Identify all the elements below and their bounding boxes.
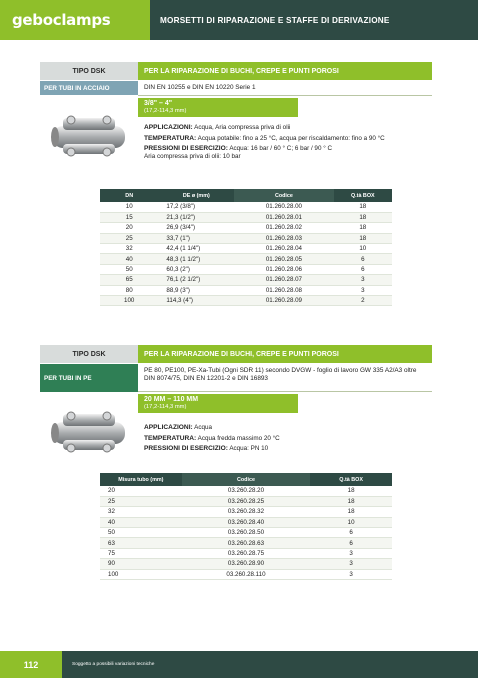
table-cell: 3 <box>310 569 392 579</box>
table-cell: 3 <box>310 559 392 569</box>
table-cell: 10 <box>334 244 392 254</box>
tubi-row <box>40 81 432 96</box>
table-cell: 100 <box>100 296 158 306</box>
steel-clamp-table <box>100 189 392 306</box>
table-cell: 03.260.28.32 <box>182 507 310 517</box>
size-range-main: 20 MM – 110 MM <box>144 396 199 403</box>
temperatura-line <box>144 134 426 144</box>
table-cell: 40 <box>100 517 182 527</box>
table-cell: 65 <box>100 275 158 285</box>
page-footer <box>0 651 478 678</box>
tipo-description: PER LA RIPARAZIONE DI BUCHI, CREPE E PUNTI POROSI <box>138 345 432 363</box>
table-row <box>100 254 392 264</box>
table-cell: 18 <box>334 233 392 243</box>
table-header-row <box>100 473 392 486</box>
pressioni-line <box>144 444 426 454</box>
spec-info <box>138 413 432 454</box>
table-cell: 50 <box>100 264 158 274</box>
repair-clamp-icon <box>49 106 129 164</box>
temperatura-value: Acqua potabile: fino a 25 °C, acqua per riscaldamento: fino a 90 °C <box>197 134 385 142</box>
table-row <box>100 285 392 295</box>
table-cell: 114,3 (4") <box>158 296 234 306</box>
table-cell: 21,3 (1/2") <box>158 212 234 222</box>
applicazioni-value: Acqua, Aria compressa priva di olii <box>194 124 291 132</box>
table-cell: 2 <box>334 296 392 306</box>
table-cell: 60,3 (2") <box>158 264 234 274</box>
table-cell: 26,9 (3/4") <box>158 223 234 233</box>
table-row <box>100 486 392 496</box>
header-bar <box>150 0 478 40</box>
tipo-row <box>40 345 432 363</box>
table-cell: 90 <box>100 559 182 569</box>
repair-clamp-icon <box>49 402 129 460</box>
table-cell: 10 <box>310 517 392 527</box>
table-cell: 01.260.28.00 <box>234 202 333 212</box>
table-cell: 40 <box>100 254 158 264</box>
spec-info <box>138 117 432 161</box>
page-number: 112 <box>0 651 62 678</box>
table-row <box>100 202 392 212</box>
pressioni-value: Acqua: 16 bar / 60 ° C; 6 bar / 90 ° C <box>229 144 333 152</box>
table-cell: 01.260.28.04 <box>234 244 333 254</box>
table-row <box>100 233 392 243</box>
table-cell: 03.260.28.75 <box>182 548 310 558</box>
table-cell: 01.260.28.08 <box>234 285 333 295</box>
table-cell: 50 <box>100 528 182 538</box>
applicazioni-line <box>144 423 426 433</box>
size-range <box>138 98 298 117</box>
pressioni-extra: Aria compressa priva di olii: 10 bar <box>144 153 241 160</box>
tubi-row <box>40 364 432 392</box>
temperatura-label: TEMPERATURA: <box>144 434 197 442</box>
pressioni-label: PRESSIONI DI ESERCIZIO: <box>144 444 228 452</box>
table-cell: 25 <box>100 496 182 506</box>
clamp-image <box>40 98 138 164</box>
table-cell: 20 <box>100 223 158 233</box>
table-cell: 20 <box>100 486 182 496</box>
table-cell: 01.260.28.09 <box>234 296 333 306</box>
temperatura-value: Acqua fredda massimo 20 °C <box>197 434 280 442</box>
column-header: DN <box>100 189 158 202</box>
tubi-label: PER TUBI IN PE <box>40 364 138 392</box>
section-pe-pipes <box>40 345 432 460</box>
tipo-label: TIPO DSK <box>40 62 138 80</box>
table-cell: 32 <box>100 507 182 517</box>
product-block <box>40 98 432 164</box>
table-cell: 3 <box>310 548 392 558</box>
table-cell: 80 <box>100 285 158 295</box>
table-cell: 03.260.28.90 <box>182 559 310 569</box>
table-cell: 01.260.28.06 <box>234 264 333 274</box>
table-cell: 03.260.28.50 <box>182 528 310 538</box>
table-cell: 6 <box>310 538 392 548</box>
table-cell: 15 <box>100 212 158 222</box>
table-cell: 01.260.28.07 <box>234 275 333 285</box>
table-row <box>100 538 392 548</box>
tipo-label: TIPO DSK <box>40 345 138 363</box>
applicazioni-label: APPLICAZIONI: <box>144 124 193 132</box>
table-row <box>100 212 392 222</box>
pressioni-value: Acqua: PN 10 <box>229 444 269 452</box>
table-cell: 76,1 (2 1/2") <box>158 275 234 285</box>
table-cell: 03.260.28.63 <box>182 538 310 548</box>
size-range-sub: (17,2-114,3 mm) <box>144 108 187 115</box>
table-cell: 63 <box>100 538 182 548</box>
column-header: Codice <box>234 189 333 202</box>
applicazioni-line <box>144 123 426 133</box>
table-cell: 10 <box>100 202 158 212</box>
table-row <box>100 296 392 306</box>
table-row <box>100 507 392 517</box>
product-block <box>40 394 432 460</box>
column-header: Codice <box>182 473 310 486</box>
table-cell: 18 <box>310 507 392 517</box>
table-cell: 6 <box>310 528 392 538</box>
table-cell: 03.260.28.40 <box>182 517 310 527</box>
table-cell: 03.260.28.20 <box>182 486 310 496</box>
size-range-main: 3/8" – 4" <box>144 100 173 107</box>
product-info <box>138 394 432 460</box>
table-row <box>100 496 392 506</box>
table-cell: 88,9 (3") <box>158 285 234 295</box>
column-header: DE ø (mm) <box>158 189 234 202</box>
table-cell: 18 <box>310 496 392 506</box>
clamp-image <box>40 394 138 460</box>
applicazioni-label: APPLICAZIONI: <box>144 424 193 432</box>
table-cell: 03.260.28.25 <box>182 496 310 506</box>
table-row <box>100 244 392 254</box>
tubi-description: DIN EN 10255 e DIN EN 10220 Serie 1 <box>138 81 432 96</box>
table-cell: 33,7 (1") <box>158 233 234 243</box>
table-cell: 42,4 (1 1/4") <box>158 244 234 254</box>
temperatura-line <box>144 434 426 444</box>
table-cell: 18 <box>334 212 392 222</box>
size-range <box>138 394 298 413</box>
page-title: MORSETTI DI RIPARAZIONE E STAFFE DI DERIVAZIONE <box>160 15 390 25</box>
pe-clamp-table <box>100 473 392 580</box>
table-cell: 100 <box>100 569 182 579</box>
table-cell: 18 <box>334 202 392 212</box>
table-cell: 18 <box>310 486 392 496</box>
column-header: Q.tà BOX <box>334 189 392 202</box>
table-row <box>100 275 392 285</box>
brand-logo <box>0 0 150 40</box>
table-row <box>100 548 392 558</box>
table-row <box>100 264 392 274</box>
pressioni-label: PRESSIONI DI ESERCIZIO: <box>144 144 228 152</box>
tubi-label: PER TUBI IN ACCIAIO <box>40 81 138 95</box>
table-cell: 18 <box>334 223 392 233</box>
product-info <box>138 98 432 164</box>
table-cell: 75 <box>100 548 182 558</box>
table-header-row <box>100 189 392 202</box>
table-cell: 01.260.28.02 <box>234 223 333 233</box>
table-row <box>100 528 392 538</box>
column-header: Misura tubo (mm) <box>100 473 182 486</box>
table-cell: 6 <box>334 264 392 274</box>
table-cell: 3 <box>334 285 392 295</box>
table-cell: 6 <box>334 254 392 264</box>
table-cell: 01.260.28.03 <box>234 233 333 243</box>
table-row <box>100 223 392 233</box>
page-header <box>0 0 478 40</box>
table-cell: 32 <box>100 244 158 254</box>
table-row <box>100 517 392 527</box>
brand-logo-text: geboclamps <box>12 11 111 29</box>
table-row <box>100 569 392 579</box>
section-steel-pipes <box>40 62 432 164</box>
column-header: Q.tà BOX <box>310 473 392 486</box>
footer-note: Soggetto a possibili variazioni tecniche <box>62 651 478 678</box>
tubi-description: PE 80, PE100, PE-Xa-Tubi (Ogni SDR 11) secondo DVGW - foglio di lavoro GW 335 A2/A3 oltre DIN 8074/75, DIN EN 12201-2 e DIN 16893 <box>138 364 432 392</box>
table-cell: 01.260.28.05 <box>234 254 333 264</box>
tipo-row <box>40 62 432 80</box>
table-row <box>100 559 392 569</box>
applicazioni-value: Acqua <box>194 424 212 432</box>
tipo-description: PER LA RIPARAZIONE DI BUCHI, CREPE E PUNTI POROSI <box>138 62 432 80</box>
table-cell: 3 <box>334 275 392 285</box>
size-range-sub: (17,2-114,3 mm) <box>144 404 187 411</box>
temperatura-label: TEMPERATURA: <box>144 134 197 142</box>
table-cell: 25 <box>100 233 158 243</box>
table-cell: 48,3 (1 1/2") <box>158 254 234 264</box>
table-cell: 01.260.28.01 <box>234 212 333 222</box>
table-cell: 17,2 (3/8") <box>158 202 234 212</box>
table-cell: 03.260.28.110 <box>182 569 310 579</box>
